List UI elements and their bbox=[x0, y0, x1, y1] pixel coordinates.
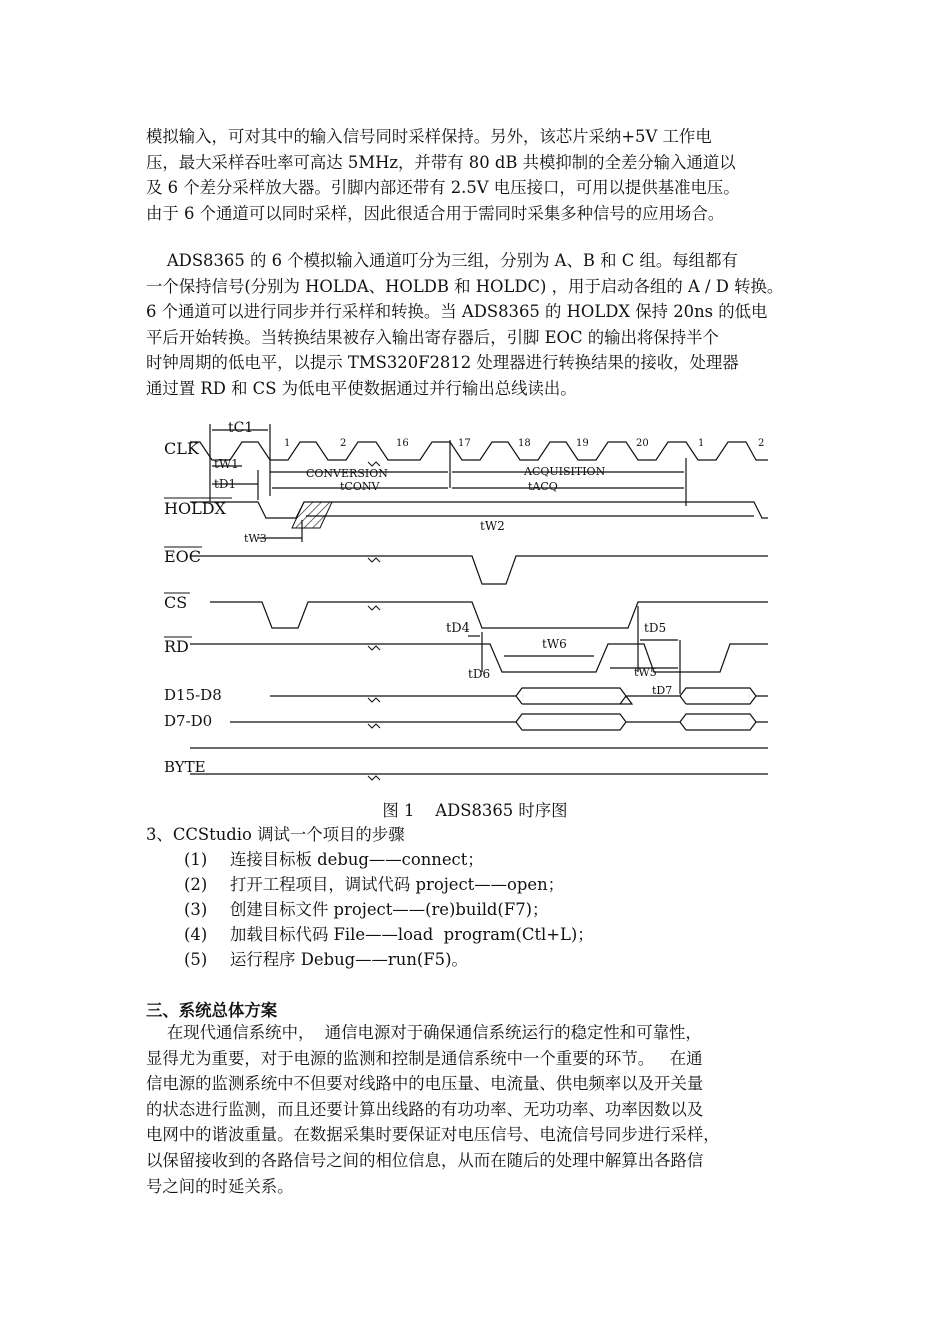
label-d7-d0: D7-D0 bbox=[164, 712, 213, 730]
label-tw5: tW5 bbox=[634, 666, 657, 679]
text-line: 平后开始转换。当转换结果被存入输出寄存器后，引脚 EOC 的输出将保持半个 bbox=[146, 327, 719, 347]
label-byte: BYTE bbox=[164, 758, 206, 776]
text-line: 在现代通信系统中， 通信电源对于确保通信系统运行的稳定性和可靠性， bbox=[146, 1023, 702, 1042]
step-text: 连接目标板 debug——connect； bbox=[230, 850, 484, 869]
step-number: (4) bbox=[184, 925, 208, 944]
paragraph-channels bbox=[146, 248, 826, 402]
label-tw3: tW3 bbox=[244, 532, 267, 545]
section-title: 3、CCStudio 调试一个项目的步骤 bbox=[146, 825, 405, 844]
label-d15-d8: D15-D8 bbox=[164, 686, 222, 704]
clk-num: 17 bbox=[458, 438, 471, 449]
step-text: 创建目标文件 project——(re)build(F7)； bbox=[230, 900, 549, 919]
text-line: 电网中的谐波重量。在数据采集时要保证对电压信号、电流信号同步进行采样， bbox=[146, 1125, 720, 1145]
eoc-waveform bbox=[190, 556, 768, 584]
clk-num: 2 bbox=[758, 438, 765, 449]
text-line: 模拟输入，可对其中的输入信号同时采样保持。另外，该芯片采纳+5V 工作电 bbox=[146, 127, 712, 146]
label-td7: tD7 bbox=[652, 684, 673, 697]
label-tc1: tC1 bbox=[228, 420, 254, 436]
step-item bbox=[146, 897, 594, 922]
label-tacq: tACQ bbox=[528, 480, 558, 493]
label-td1: tD1 bbox=[214, 477, 237, 491]
clk-num: 16 bbox=[396, 438, 409, 449]
step-item bbox=[146, 922, 594, 947]
text-line: 及 6 个差分采样放大器。引脚内部还带有 2.5V 电压接口，可用以提供基准电压。 bbox=[146, 178, 740, 198]
paragraph-system bbox=[146, 1020, 826, 1199]
text-line: ADS8365 的 6 个模拟输入通道叮分为三组，分别为 A、B 和 C 组。每组都有 bbox=[146, 251, 738, 270]
text-line: 通过置 RD 和 CS 为低电平使数据通过并行输出总线读出。 bbox=[146, 378, 577, 398]
text-line: 6 个通道可以进行同步并行采样和转换。当 ADS8365 的 HOLDX 保持 20ns 的低电 bbox=[146, 302, 768, 322]
label-rd: RD bbox=[164, 637, 189, 656]
figure-caption: 图 1 ADS8365 时序图 bbox=[382, 801, 568, 820]
cs-waveform bbox=[210, 602, 768, 628]
clk-num: 1 bbox=[284, 438, 291, 449]
text-line: 时钟周期的低电平，以提示 TMS320F2812 处理器进行转换结果的接收，处理器 bbox=[146, 353, 739, 373]
clk-num: 2 bbox=[340, 438, 347, 449]
section-ccstudio bbox=[146, 822, 594, 972]
step-text: 运行程序 Debug——run(F5)。 bbox=[230, 950, 468, 969]
label-td6: tD6 bbox=[468, 667, 491, 681]
label-td5: tD5 bbox=[644, 621, 667, 635]
label-acquisition: ACQUISITION bbox=[524, 465, 606, 478]
step-item bbox=[146, 947, 594, 972]
clk-num: 19 bbox=[576, 438, 589, 449]
text-line: 的状态进行监测，而且还要计算出线路的有功功率、无功功率、功率因数以及 bbox=[146, 1099, 704, 1119]
step-item bbox=[146, 847, 594, 872]
paragraph-intro bbox=[146, 124, 826, 226]
text-line: 以保留接收到的各路信号之间的相位信息，从而在随后的处理中解算出各路信 bbox=[146, 1150, 704, 1170]
label-tconv: tCONV bbox=[340, 480, 380, 493]
step-item bbox=[146, 872, 594, 897]
text-line: 由于 6 个通道可以同时采样，因此很适合用于需同时采集多种信号的应用场合。 bbox=[146, 203, 725, 223]
step-number: (5) bbox=[184, 950, 208, 969]
clk-num: 18 bbox=[518, 438, 531, 449]
label-conversion: CONVERSION bbox=[306, 467, 388, 480]
clk-num: 20 bbox=[636, 438, 649, 449]
clk-num: 1 bbox=[698, 438, 705, 449]
step-text: 打开工程项目，调试代码 project——open； bbox=[230, 875, 565, 894]
label-tw2: tW2 bbox=[480, 519, 505, 533]
label-holdx: HOLDX bbox=[164, 499, 226, 518]
label-tw6: tW6 bbox=[542, 637, 567, 651]
text-line: 压，最大采样吞吐率可高达 5MHz，并带有 80 dB 共模抑制的全差分输入通道以 bbox=[146, 152, 736, 172]
timing-diagram-svg bbox=[150, 410, 790, 802]
step-number: (1) bbox=[184, 850, 208, 869]
clk-waveform bbox=[190, 442, 768, 460]
label-td4: tD4 bbox=[446, 621, 470, 636]
text-line: 显得尤为重要，对于电源的监测和控制是通信系统中一个重要的环节。 在通 bbox=[146, 1048, 703, 1068]
d15-d8-bus bbox=[270, 688, 768, 704]
step-number: (3) bbox=[184, 900, 208, 919]
d7-d0-bus bbox=[230, 714, 768, 730]
step-text: 加载目标代码 File——load program(Ctl+L)； bbox=[230, 925, 594, 944]
step-number: (2) bbox=[184, 875, 208, 894]
label-cs: CS bbox=[164, 593, 188, 612]
text-line: 号之间的时延关系。 bbox=[146, 1176, 294, 1196]
label-tw1: tW1 bbox=[214, 457, 239, 471]
section-heading: 三、系统总体方案 bbox=[146, 1001, 278, 1020]
label-eoc: EOC bbox=[164, 547, 202, 566]
text-line: 一个保持信号(分别为 HOLDA、HOLDB 和 HOLDC) ，用于启动各组的 A / D 转换。 bbox=[146, 276, 784, 296]
text-line: 信电源的监测系统中不但要对线路中的电压量、电流量、供电频率以及开关量 bbox=[146, 1074, 704, 1094]
timing-diagram bbox=[150, 410, 790, 802]
label-clk: CLK bbox=[164, 439, 199, 458]
